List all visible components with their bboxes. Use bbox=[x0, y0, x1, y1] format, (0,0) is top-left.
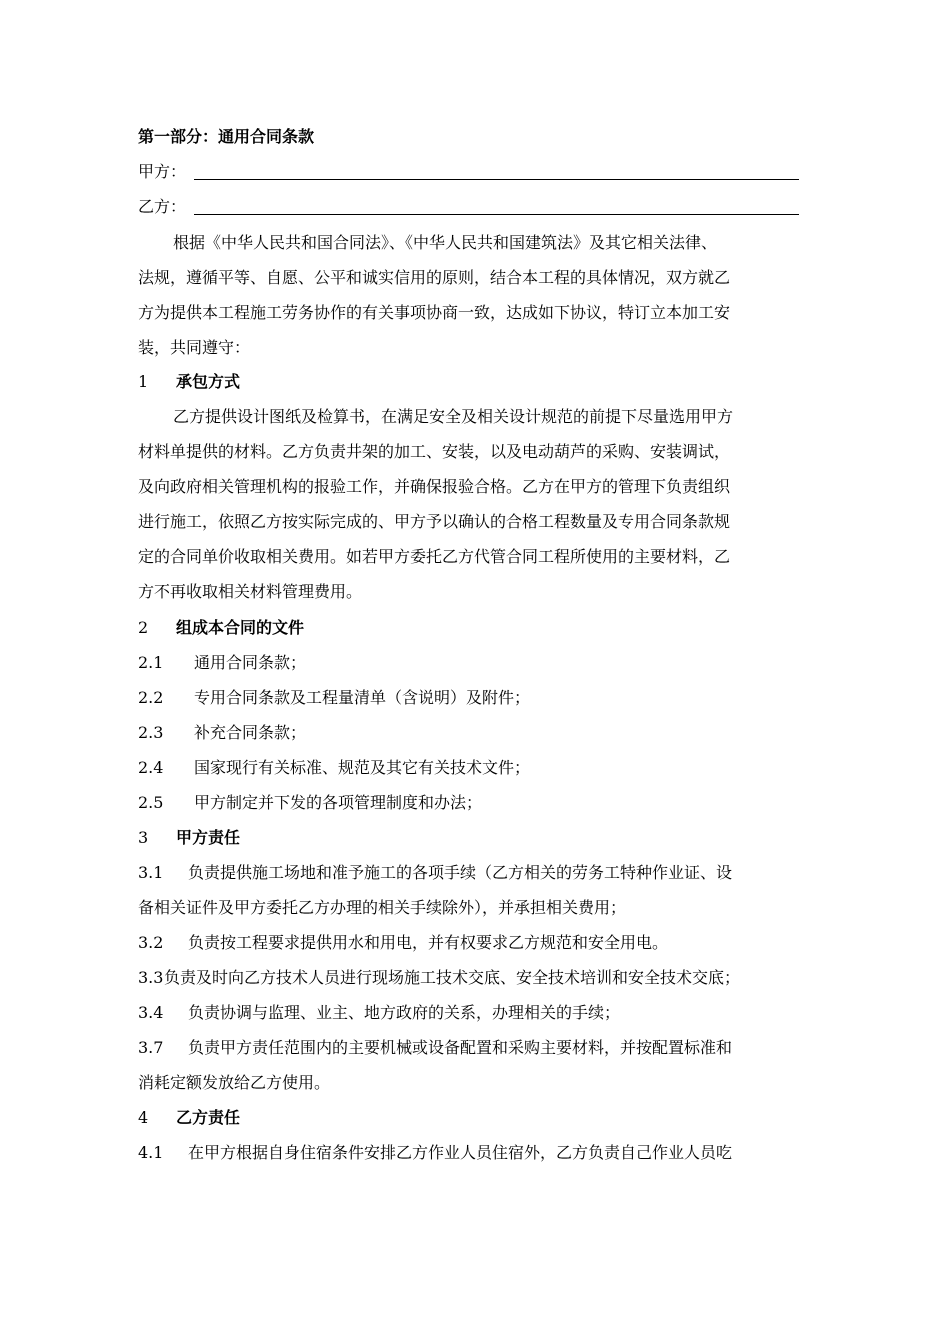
section-number: 1 bbox=[138, 372, 149, 391]
party-a-blank-line bbox=[194, 179, 799, 180]
section-3-item: 3.3负责及时向乙方技术人员进行现场施工技术交底、安全技术培训和安全技术交底； bbox=[138, 968, 741, 987]
section-title: 甲方责任 bbox=[176, 828, 241, 847]
party-a-label: 甲方： bbox=[138, 162, 187, 181]
section-2-item: 2.4 国家现行有关标准、规范及其它有关技术文件； bbox=[138, 758, 531, 777]
section-2-item: 2.3 补充合同条款； bbox=[138, 723, 307, 742]
section-number: 2 bbox=[138, 618, 149, 637]
section-1-heading bbox=[138, 372, 240, 392]
section-1-line: 乙方提供设计图纸及检算书，在满足安全及相关设计规范的前提下尽量选用甲方 bbox=[173, 407, 734, 426]
section-1-line: 材料单提供的材料。乙方负责井架的加工、安装，以及电动葫芦的采购、安装调试， bbox=[138, 442, 731, 461]
intro-line: 根据《中华人民共和国合同法》、《中华人民共和国建筑法》及其它相关法律、 bbox=[173, 233, 718, 252]
section-2-heading bbox=[138, 618, 304, 638]
section-number: 3 bbox=[138, 828, 149, 847]
section-3-heading bbox=[138, 828, 240, 848]
section-title: 组成本合同的文件 bbox=[176, 618, 305, 637]
section-1-line: 及向政府相关管理机构的报验工作，并确保报验合格。乙方在甲方的管理下负责组织 bbox=[138, 477, 731, 496]
intro-line: 装，共同遵守： bbox=[138, 338, 251, 357]
section-title: 承包方式 bbox=[176, 372, 241, 391]
section-number: 4 bbox=[138, 1108, 149, 1127]
section-1-line: 进行施工，依照乙方按实际完成的、甲方予以确认的合格工程数量及专用合同条款规 bbox=[138, 512, 731, 531]
section-1-line: 方不再收取相关材料管理费用。 bbox=[138, 582, 363, 601]
section-2-item: 2.1 通用合同条款； bbox=[138, 653, 307, 672]
page-heading: 第一部分：通用合同条款 bbox=[138, 127, 315, 146]
section-3-item-cont: 备相关证件及甲方委托乙方办理的相关手续除外），并承担相关费用； bbox=[138, 898, 627, 917]
party-b-blank-line bbox=[194, 214, 799, 215]
section-3-item-cont: 消耗定额发放给乙方使用。 bbox=[138, 1073, 331, 1092]
section-2-item: 2.5 甲方制定并下发的各项管理制度和办法； bbox=[138, 793, 483, 812]
section-3-item: 3.2 负责按工程要求提供用水和用电，并有权要求乙方规范和安全用电。 bbox=[138, 933, 669, 952]
intro-line: 方为提供本工程施工劳务协作的有关事项协商一致，达成如下协议，特订立本加工安 bbox=[138, 303, 731, 322]
section-2-item: 2.2 专用合同条款及工程量清单（含说明）及附件； bbox=[138, 688, 531, 707]
intro-line: 法规，遵循平等、自愿、公平和诚实信用的原则，结合本工程的具体情况，双方就乙 bbox=[138, 268, 731, 287]
section-1-line: 定的合同单价收取相关费用。如若甲方委托乙方代管合同工程所使用的主要材料，乙 bbox=[138, 547, 731, 566]
party-b-label: 乙方： bbox=[138, 197, 187, 216]
section-3-item: 3.1 负责提供施工场地和准予施工的各项手续（乙方相关的劳务工特种作业证、设 bbox=[138, 863, 733, 882]
section-3-item: 3.4 负责协调与监理、业主、地方政府的关系，办理相关的手续； bbox=[138, 1003, 621, 1022]
section-3-item: 3.7 负责甲方责任范围内的主要机械或设备配置和采购主要材料，并按配置标准和 bbox=[138, 1038, 733, 1057]
section-4-heading bbox=[138, 1108, 240, 1128]
section-4-item: 4.1 在甲方根据自身住宿条件安排乙方作业人员住宿外，乙方负责自己作业人员吃 bbox=[138, 1143, 733, 1162]
section-title: 乙方责任 bbox=[176, 1108, 241, 1127]
